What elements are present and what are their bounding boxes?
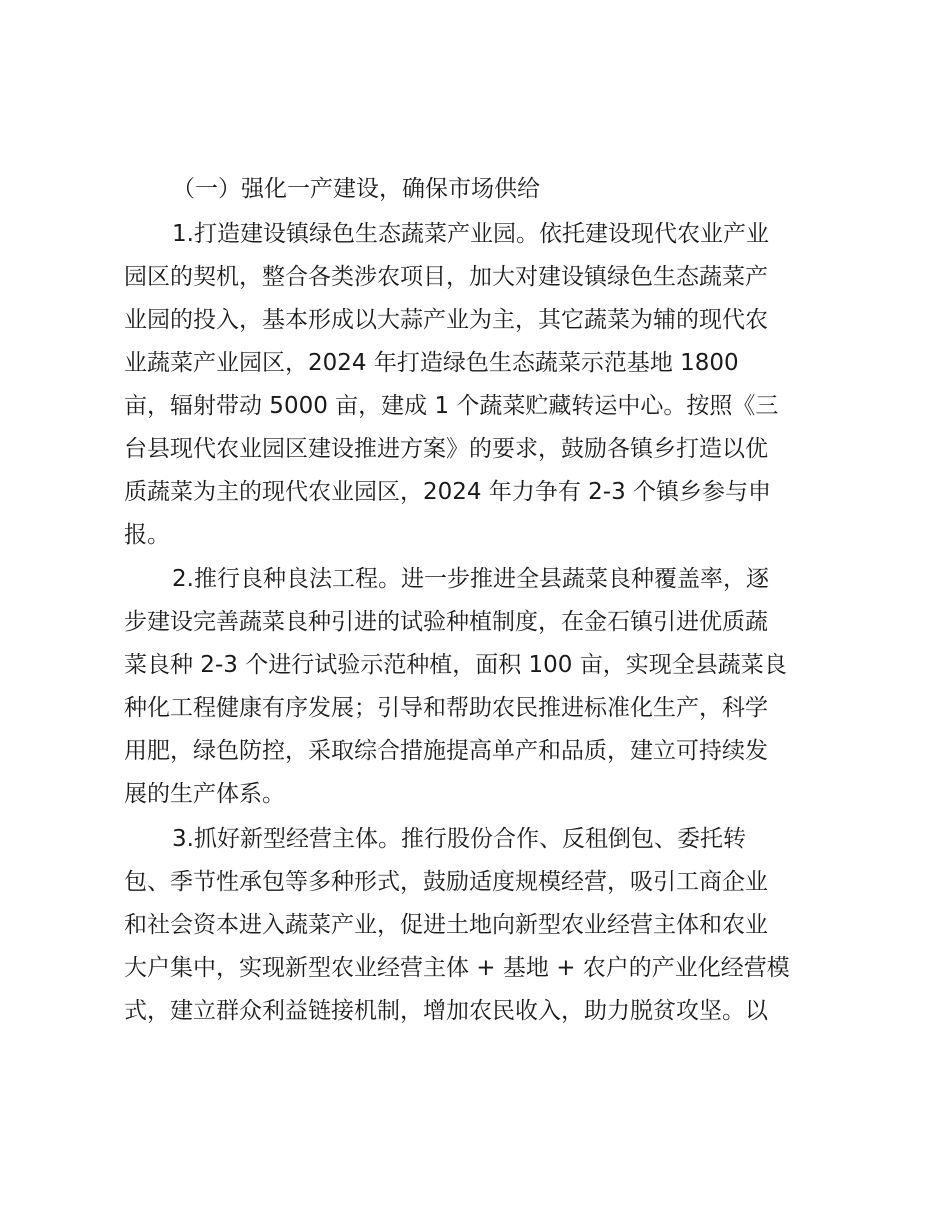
paragraph-line: 园区的契机，整合各类涉农项目，加大对建设镇绿色生态蔬菜产 <box>124 264 768 290</box>
paragraph-line: 亩，辐射带动 5000 亩，建成 1 个蔬菜贮藏转运中心。按照《三 <box>124 393 779 419</box>
paragraph-line: 业蔬菜产业园区，2024 年打造绿色生态蔬菜示范基地 1800 <box>124 350 739 376</box>
section-heading: （一）强化一产建设，确保市场供给 <box>172 176 540 202</box>
paragraph-line: 和社会资本进入蔬菜产业，促进土地向新型农业经营主体和农业 <box>124 912 768 938</box>
paragraph-line: 用肥，绿色防控，采取综合措施提高单产和品质，建立可持续发 <box>124 738 768 764</box>
paragraph-line: 报。 <box>124 522 170 548</box>
paragraph-line: 台县现代农业园区建设推进方案》的要求，鼓励各镇乡打造以优 <box>124 436 768 462</box>
paragraph-line: 式，建立群众利益链接机制，增加农民收入，助力脱贫攻坚。以 <box>124 998 768 1024</box>
paragraph-line: 包、季节性承包等多种形式，鼓励适度规模经营，吸引工商企业 <box>124 869 768 895</box>
paragraph-line: 2.推行良种良法工程。进一步推进全县蔬菜良种覆盖率，逐 <box>172 566 769 592</box>
paragraph-line: 大户集中，实现新型农业经营主体 + 基地 + 农户的产业化经营模 <box>124 955 790 981</box>
paragraph-line: 种化工程健康有序发展；引导和帮助农民推进标准化生产，科学 <box>124 695 768 721</box>
paragraph-line: 菜良种 2-3 个进行试验示范种植，面积 100 亩，实现全县蔬菜良 <box>124 652 787 678</box>
paragraph-line: 步建设完善蔬菜良种引进的试验种植制度，在金石镇引进优质蔬 <box>124 609 768 635</box>
paragraph-line: 质蔬菜为主的现代农业园区，2024 年力争有 2-3 个镇乡参与申 <box>124 479 772 505</box>
paragraph-line: 3.抓好新型经营主体。推行股份合作、反租倒包、委托转 <box>172 826 746 852</box>
paragraph-line: 展的生产体系。 <box>124 781 285 807</box>
paragraph-line: 1.打造建设镇绿色生态蔬菜产业园。依托建设现代农业产业 <box>172 221 769 247</box>
paragraph-line: 业园的投入，基本形成以大蒜产业为主，其它蔬菜为辅的现代农 <box>124 307 768 333</box>
